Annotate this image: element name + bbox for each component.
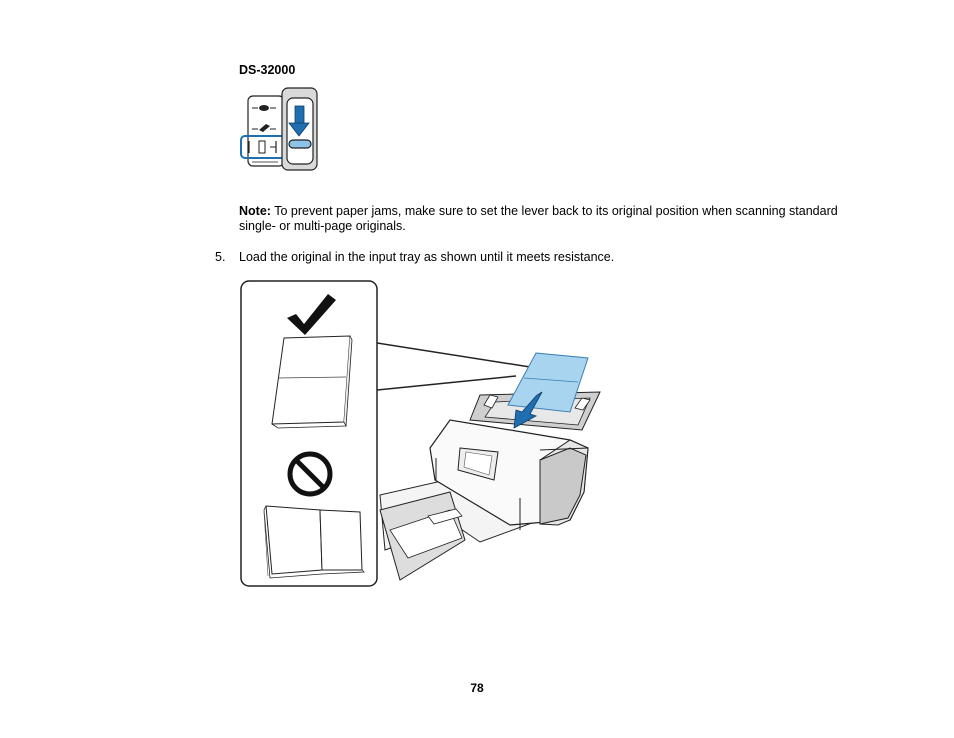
lever-illustration [238,86,320,172]
note-paragraph [239,204,839,234]
step-number: 5. [215,250,226,264]
model-heading: DS-32000 [239,63,296,77]
note-label: Note: [239,204,271,218]
bad-original-illustration [264,506,364,578]
loading-illustration [240,280,610,590]
good-original-illustration [272,336,352,428]
step-text: Load the original in the input tray as shown until it meets resistance. [239,250,615,264]
page-number: 78 [470,681,484,695]
note-text: To prevent paper jams, make sure to set the lever back to its original position when scanning standard single- or multi-page originals. [239,204,838,233]
